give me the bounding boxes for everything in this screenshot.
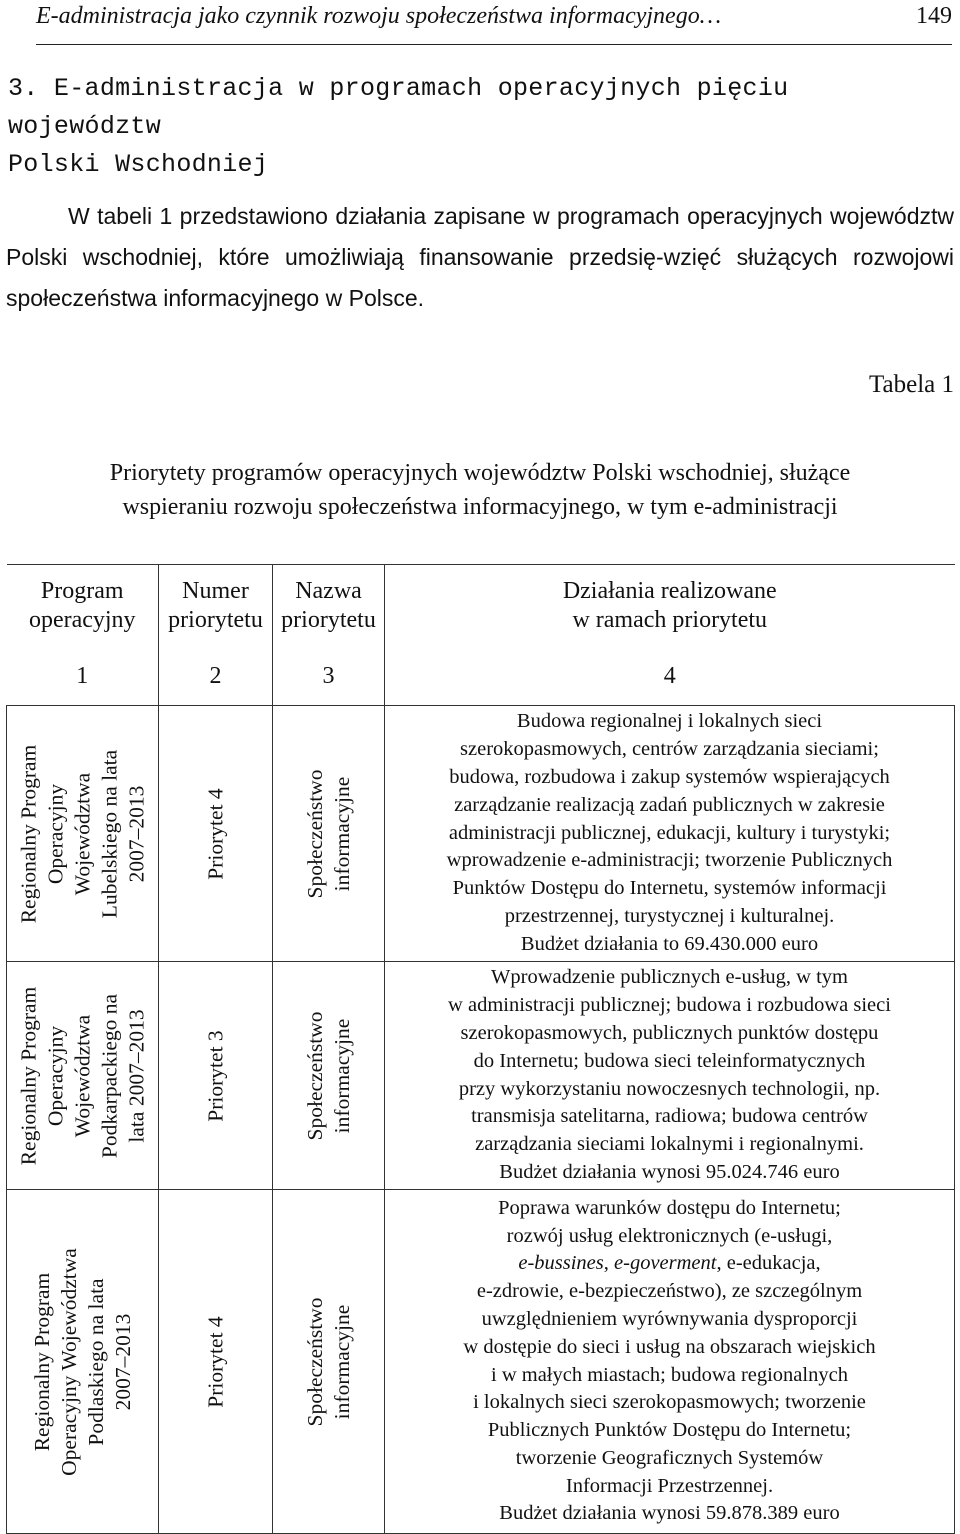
table-caption [10,456,950,524]
section-title-line2: Polski Wschodniej [8,150,269,179]
table-label: Tabela 1 [868,371,954,398]
running-header [36,2,952,42]
column-number: 3 [273,647,385,706]
header-rule [36,44,952,45]
intro-paragraph: W tabeli 1 przedstawiono działania zapisane w programach operacyjnych województw Polski wschodniej, które umożliwiają finansowanie przedsię-wzięć służących rozwojowi społeczeństwa informacyjnego w Polsce. [6,203,954,311]
caption-line1: Priorytety programów operacyjnych województw Polski wschodniej, służące [109,460,851,486]
priority-number-cell: Priorytet 4 [159,706,273,962]
table-row-lubelskie [7,706,955,962]
program-cell: Regionalny Program Operacyjny Województwa Podkarpackiego na lata 2007–2013 [7,962,159,1190]
program-cell: Regionalny Program Operacyjny Województwa Lubelskiego na lata 2007–2013 [7,706,159,962]
table-row-podlaskie [7,1190,955,1534]
table-header-row [7,565,955,648]
section-number: 3. [8,74,39,103]
header-numer: Numer priorytetu [159,565,273,648]
caption-line2: wspieraniu rozwoju społeczeństwa informacyjnego, w tym e-administracji [122,494,838,520]
actions-cell: Poprawa warunków dostępu do Internetu; rozwój usług elektronicznych (e-usługi, e-bussines, e-goverment, e-edukacja, e-zdrowie, e-bezpieczeństwo), ze szczególnym uwzględnieniem wyrównywania dysproporcji w dostępie do sieci i usług na obszarach wiejskich i w małych miastach; budowa regionalnych i lokalnych sieci szerokopasmowych; tworzenie Publicznych Punktów Dostępu do Internetu; tworzenie Geograficznych Systemów Informacji Przestrzennej. Budżet działania wynosi 59.878.389 euro [385,1190,955,1534]
priorities-table [6,564,955,1534]
priority-number-cell: Priorytet 4 [159,1190,273,1534]
running-title: E-administracja jako czynnik rozwoju społeczeństwa informacyjnego… [36,3,722,29]
header-dzialania: Działania realizowane w ramach priorytetu [385,565,955,648]
e-government-term: e-goverment [614,1252,717,1275]
italic-line: e-bussines, e-goverment, e-edukacja, [518,1252,821,1275]
header-nazwa: Nazwa priorytetu [273,565,385,648]
priority-name-cell: Społeczeństwo informacyjne [273,1190,385,1534]
column-number: 4 [385,647,955,706]
program-cell: Regionalny Program Operacyjny Województwa Podlaskiego na lata 2007–2013 [7,1190,159,1534]
section-title [8,70,956,184]
page-number: 149 [916,3,952,29]
priority-name-cell: Społeczeństwo informacyjne [273,706,385,962]
actions-cell: Wprowadzenie publicznych e-usług, w tym w administracji publicznej; budowa i rozbudowa sieci szerokopasmowych, publicznych punktów dostępu do Internetu; budowa sieci teleinformatycznych przy wykorzystaniu nowoczesnych technologii, np. transmisja satelitarna, radiowa; budowa centrów zarządzania sieciami lokalnymi i regionalnymi. Budżet działania wynosi 95.024.746 euro [385,962,955,1190]
column-number: 1 [7,647,159,706]
table-row-podkarpackie [7,962,955,1190]
priority-number-cell: Priorytet 3 [159,962,273,1190]
priority-name-cell: Społeczeństwo informacyjne [273,962,385,1190]
actions-cell: Budowa regionalnej i lokalnych sieci szerokopasmowych, centrów zarządzania sieciami; budowa, rozbudowa i zakup systemów wspierających zarządzanie realizacją zadań publicznych w zakresie administracji publicznej, edukacji, kultury i turystyki; wprowadzenie e-administracji; tworzenie Publicznych Punktów Dostępu do Internetu, systemów informacji przestrzennej, turystycznej i kulturalnej. Budżet działania to 69.430.000 euro [385,706,955,962]
e-business-term: e-bussines [518,1252,604,1275]
column-number: 2 [159,647,273,706]
column-number-row [7,647,955,706]
header-program: Program operacyjny [7,565,159,648]
section-title-line1: E-administracja w programach operacyjnych pięciu województw [8,74,789,141]
